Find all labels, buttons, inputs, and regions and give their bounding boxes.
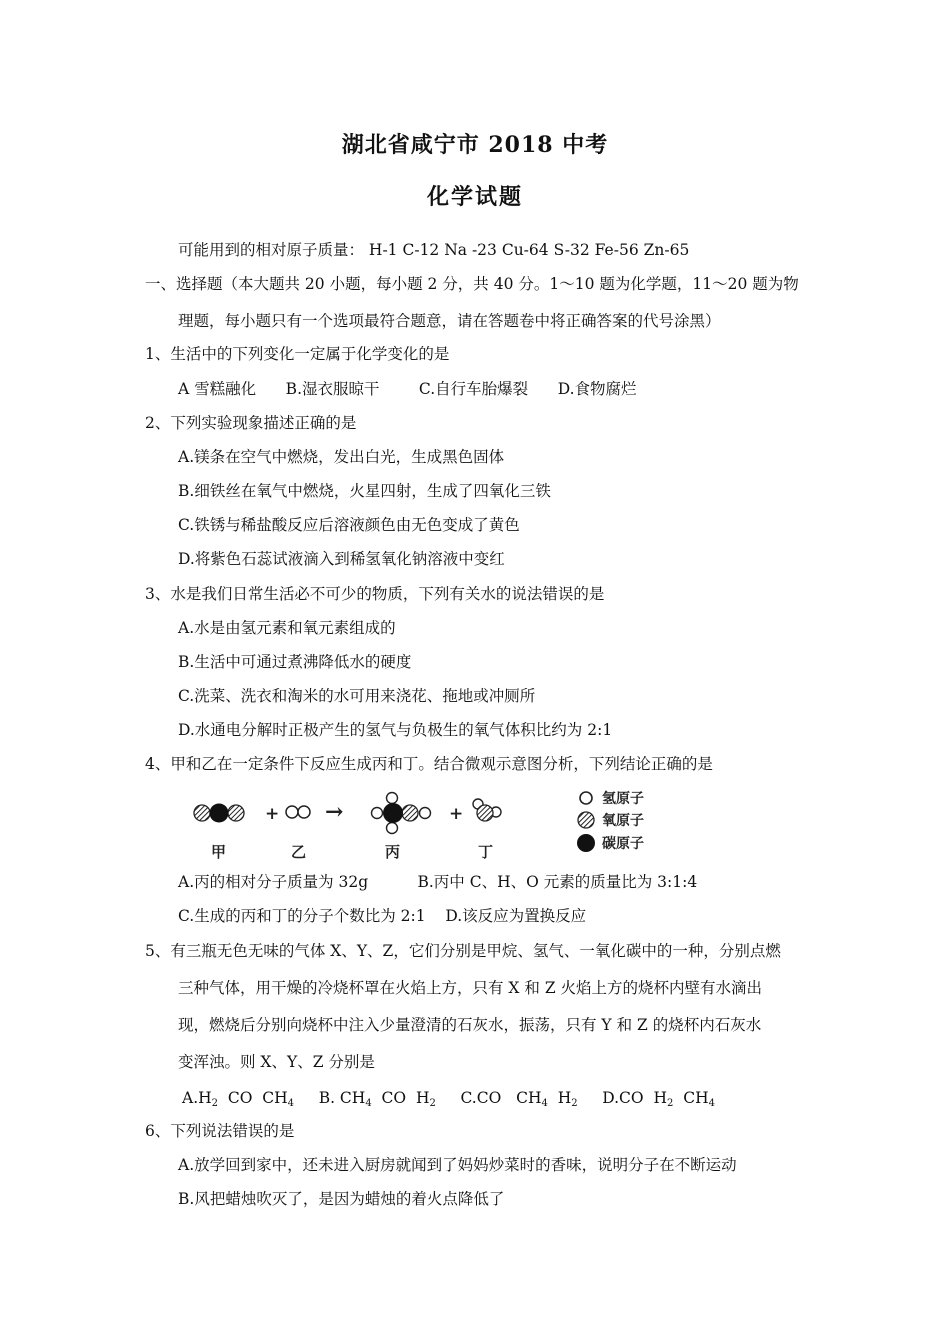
molecule-bing [372, 793, 431, 834]
label-ding: 丁 [478, 843, 494, 861]
legend-carbon: 碳原子 [602, 836, 644, 852]
q5-option-d: D.CO $H_2$ $CH_4$ [602, 1089, 715, 1109]
q3-option-b: B.生活中可通过煮沸降低水的硬度 [178, 653, 412, 671]
hydrogen-atom-icon [580, 792, 592, 804]
q2-option-a: A.镁条在空气中燃烧，发出白光，生成黑色固体 [178, 448, 505, 466]
oxygen-atom-icon [578, 812, 594, 828]
q3-option-d: D.水通电分解时正极产生的氢气与负极生的氧气体积比约为 2:1 [178, 721, 613, 739]
q4-options-ab: A.丙的相对分子质量为 32g B.丙中 C、H、O 元素的质量比为 3:1:4 [178, 873, 698, 891]
q2-option-c: C.铁锈与稀盐酸反应后溶液颜色由无色变成了黄色 [178, 516, 520, 534]
molecule-ding [473, 799, 501, 821]
q6-option-a: A.放学回到家中，还未进入厨房就闻到了妈妈炒菜时的香味，说明分子在不断运动 [178, 1156, 737, 1174]
exam-title: 湖北省咸宁市 2018 中考 [341, 132, 609, 158]
q3-option-a: A.水是由氢元素和氧元素组成的 [178, 619, 396, 637]
q5-option-c: C.CO $CH_4$ $H_2$ [460, 1089, 578, 1109]
q5-line3: 现，燃烧后分别向烧杯中注入少量澄清的石灰水，振荡，只有 Y 和 Z 的烧杯内石灰水 [178, 1016, 762, 1034]
exam-subtitle: 化学试题 [426, 184, 523, 210]
q1-options: A 雪糕融化 B.湿衣服晾干 C.自行车胎爆裂 D.食物腐烂 [178, 380, 637, 398]
q5-line4: 变浑浊。则 X、Y、Z 分别是 [178, 1053, 375, 1071]
q3-stem: 3、水是我们日常生活必不可少的物质，下列有关水的说法错误的是 [145, 585, 605, 603]
q2-option-d: D.将紫色石蕊试液滴入到稀氢氧化钠溶液中变红 [178, 550, 505, 568]
section-heading: 一、选择题（本大题共 20 小题，每小题 2 分，共 40 分。1～10 题为化学题，11～20 题为物 [145, 275, 799, 293]
q5-option-a: $A.H_2$ CO $CH_4$ [182, 1089, 295, 1109]
plus-sign-1: + [265, 804, 280, 824]
legend-oxygen: 氧原子 [602, 813, 644, 829]
label-yi: 乙 [291, 843, 307, 861]
q1-stem: 1、生活中的下列变化一定属于化学变化的是 [145, 345, 450, 363]
carbon-atom-icon [577, 834, 595, 852]
q5-options [182, 1088, 715, 1108]
q2-stem: 2、下列实验现象描述正确的是 [145, 414, 357, 432]
plus-sign-2: + [449, 804, 464, 824]
molecule-jia [194, 804, 244, 823]
q5-line1: 5、有三瓶无色无味的气体 X、Y、Z，它们分别是甲烷、氢气、一氧化碳中的一种，分别点燃 [145, 942, 781, 960]
q4-stem: 4、甲和乙在一定条件下反应生成丙和丁。结合微观示意图分析，下列结论正确的是 [145, 755, 713, 773]
legend-hydrogen: 氢原子 [602, 791, 644, 807]
q6-stem: 6、下列说法错误的是 [145, 1122, 295, 1140]
atomic-masses: 可能用到的相对原子质量： H-1 C-12 Na -23 Cu-64 S-32 Fe-56 Zn-65 [178, 241, 690, 259]
molecule-yi [286, 806, 310, 818]
reaction-diagram [185, 785, 665, 865]
q5-option-b: B. $CH_4$ CO $H_2$ [318, 1089, 436, 1109]
reaction-arrow: → [325, 799, 344, 825]
atom-legend [577, 790, 644, 852]
q5-line2: 三种气体，用干燥的冷烧杯罩在火焰上方，只有 X 和 Z 火焰上方的烧杯内壁有水滴出 [178, 979, 763, 997]
q6-option-b: B.风把蜡烛吹灭了，是因为蜡烛的着火点降低了 [178, 1190, 505, 1208]
q3-option-c: C.洗菜、洗衣和淘米的水可用来浇花、拖地或冲厕所 [178, 687, 536, 705]
label-bing: 丙 [385, 843, 401, 861]
q4-options-cd: C.生成的丙和丁的分子个数比为 2:1 D.该反应为置换反应 [178, 907, 587, 925]
q2-option-b: B.细铁丝在氧气中燃烧，火星四射，生成了四氧化三铁 [178, 482, 551, 500]
section-heading-cont: 理题，每小题只有一个选项最符合题意，请在答题卷中将正确答案的代号涂黑） [178, 312, 721, 330]
label-jia: 甲 [211, 843, 227, 861]
